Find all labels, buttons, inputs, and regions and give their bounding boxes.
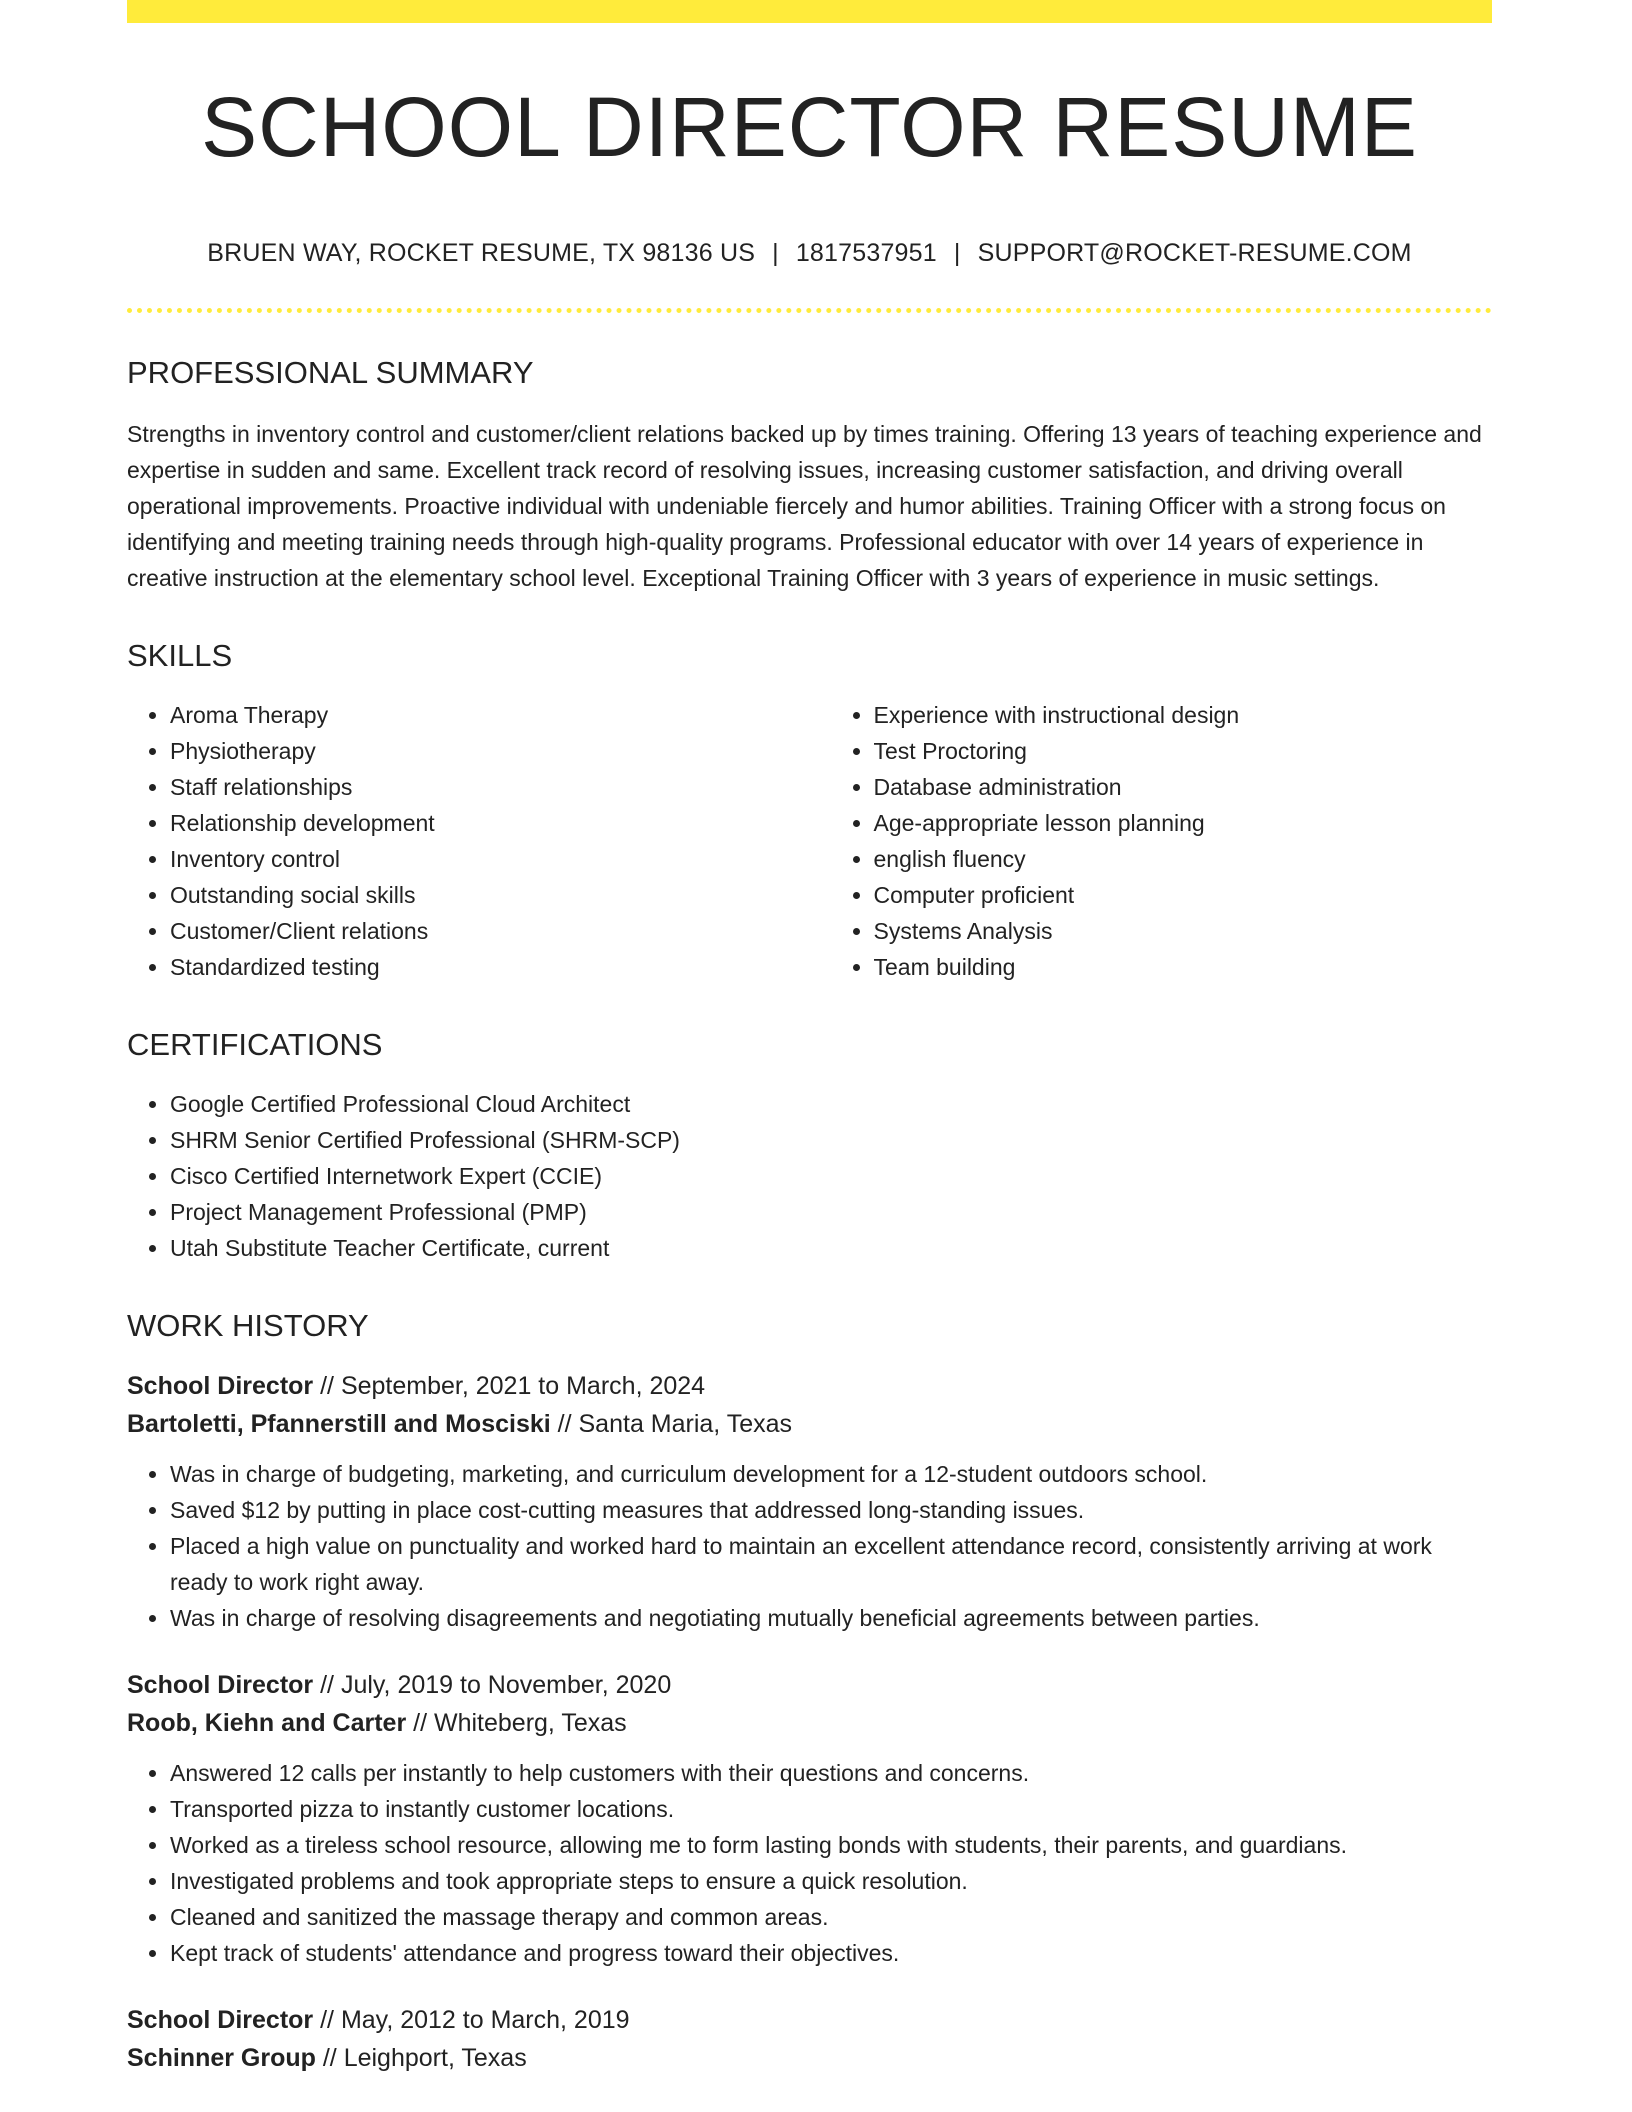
job-bullet: • Cleaned and sanitized the massage therapy and common areas. — [170, 1899, 1492, 1935]
job-bullet: • Answered 12 calls per instantly to help customers with their questions and concerns. — [170, 1755, 1492, 1791]
skill-item: • Standardized testing — [170, 949, 789, 985]
contact-line — [127, 239, 1492, 268]
summary-heading: PROFESSIONAL SUMMARY — [127, 355, 534, 390]
job-bullet: • Kept track of students' attendance and progress toward their objectives. — [170, 1935, 1492, 1971]
job-bullet: • Worked as a tireless school resource, allowing me to form lasting bonds with students, their parents, and guardians. — [170, 1827, 1492, 1863]
certification-item: • Google Certified Professional Cloud Architect — [170, 1086, 1492, 1122]
certifications-heading: CERTIFICATIONS — [127, 1027, 383, 1062]
job-bullet: • Was in charge of budgeting, marketing, and curriculum development for a 12-student outdoors school. — [170, 1456, 1492, 1492]
job-title: School Director — [127, 1372, 314, 1400]
skill-item: • Database administration — [874, 769, 1493, 805]
skill-item: • Aroma Therapy — [170, 697, 789, 733]
job-title-line — [127, 1367, 1492, 1405]
job-entry — [127, 2001, 1492, 2077]
summary-text: Strengths in inventory control and customer/client relations backed up by times training. Offering 13 years of teaching experience and expertise in sudden and same. Excellent track record of resolving issues, increasing customer satisfaction, and driving overall operational improvements. Proactive individual with undeniable fiercely and humor abilities. Training Officer with a strong focus on identifying and meeting training needs through high-quality programs. Professional educator with over 14 years of experience in creative instruction at the elementary school level. Exceptional Training Officer with 3 years of experience in music settings. — [127, 421, 1482, 591]
job-bullets — [127, 1456, 1492, 1636]
job-bullet: • Investigated problems and took appropriate steps to ensure a quick resolution. — [170, 1863, 1492, 1899]
job-bullet: • Transported pizza to instantly customer locations. — [170, 1791, 1492, 1827]
job-bullet: • Placed a high value on punctuality and worked hard to maintain an excellent attendance record, consistently arriving at work ready to work right away. — [170, 1528, 1492, 1600]
skill-item: • Relationship development — [170, 805, 789, 841]
job-entry — [127, 1367, 1492, 1636]
skills-heading: SKILLS — [127, 638, 233, 673]
skill-item: • Inventory control — [170, 841, 789, 877]
certification-item: • Cisco Certified Internetwork Expert (CCIE) — [170, 1158, 1492, 1194]
job-company: Bartoletti, Pfannerstill and Mosciski — [127, 1410, 551, 1438]
certification-item: • Project Management Professional (PMP) — [170, 1194, 1492, 1230]
job-dates: // July, 2019 to November, 2020 — [320, 1671, 672, 1699]
skill-item: • Test Proctoring — [874, 733, 1493, 769]
job-title-line — [127, 2001, 1492, 2039]
skills-left-list — [127, 697, 789, 985]
certification-item: • SHRM Senior Certified Professional (SHRM-SCP) — [170, 1122, 1492, 1158]
skill-item: • Experience with instructional design — [874, 697, 1493, 733]
skills-right-list — [831, 697, 1493, 985]
job-company-line — [127, 1405, 1492, 1443]
job-title-line — [127, 1666, 1492, 1704]
skill-item: • Age-appropriate lesson planning — [874, 805, 1493, 841]
skill-item: • english fluency — [874, 841, 1493, 877]
skills-columns — [127, 697, 1492, 985]
skill-item: • Staff relationships — [170, 769, 789, 805]
certifications-list — [127, 1086, 1492, 1266]
contact-phone: 1817537951 — [795, 239, 937, 267]
contact-email: SUPPORT@ROCKET-RESUME.COM — [977, 239, 1412, 267]
dotted-divider — [127, 308, 1492, 313]
job-dates: // September, 2021 to March, 2024 — [320, 1372, 706, 1400]
job-location: // Santa Maria, Texas — [557, 1410, 793, 1438]
contact-address: BRUEN WAY, ROCKET RESUME, TX 98136 US — [207, 239, 756, 267]
accent-bar — [127, 0, 1492, 23]
job-dates: // May, 2012 to March, 2019 — [320, 2006, 630, 2034]
contact-separator: | — [953, 239, 961, 267]
job-location: // Leighport, Texas — [322, 2044, 527, 2072]
job-title: School Director — [127, 2006, 314, 2034]
job-bullets — [127, 1755, 1492, 1971]
job-company: Schinner Group — [127, 2044, 316, 2072]
contact-separator: | — [772, 239, 779, 267]
certification-item: • Utah Substitute Teacher Certificate, current — [170, 1230, 1492, 1266]
job-location: // Whiteberg, Texas — [413, 1709, 627, 1737]
job-title: School Director — [127, 1671, 314, 1699]
job-bullet: • Saved $12 by putting in place cost-cutting measures that addressed long-standing issues. — [170, 1492, 1492, 1528]
resume-title: SCHOOL DIRECTOR RESUME — [201, 80, 1418, 174]
work-history-heading: WORK HISTORY — [127, 1308, 369, 1343]
job-company-line — [127, 1704, 1492, 1742]
job-entry — [127, 1666, 1492, 1971]
skill-item: • Customer/Client relations — [170, 913, 789, 949]
skill-item: • Team building — [874, 949, 1493, 985]
skill-item: • Outstanding social skills — [170, 877, 789, 913]
skill-item: • Computer proficient — [874, 877, 1493, 913]
resume-page — [127, 0, 1492, 2077]
job-company-line — [127, 2039, 1492, 2077]
skill-item: • Physiotherapy — [170, 733, 789, 769]
job-company: Roob, Kiehn and Carter — [127, 1709, 407, 1737]
job-bullet: • Was in charge of resolving disagreements and negotiating mutually beneficial agreements between parties. — [170, 1600, 1492, 1636]
skill-item: • Systems Analysis — [874, 913, 1493, 949]
